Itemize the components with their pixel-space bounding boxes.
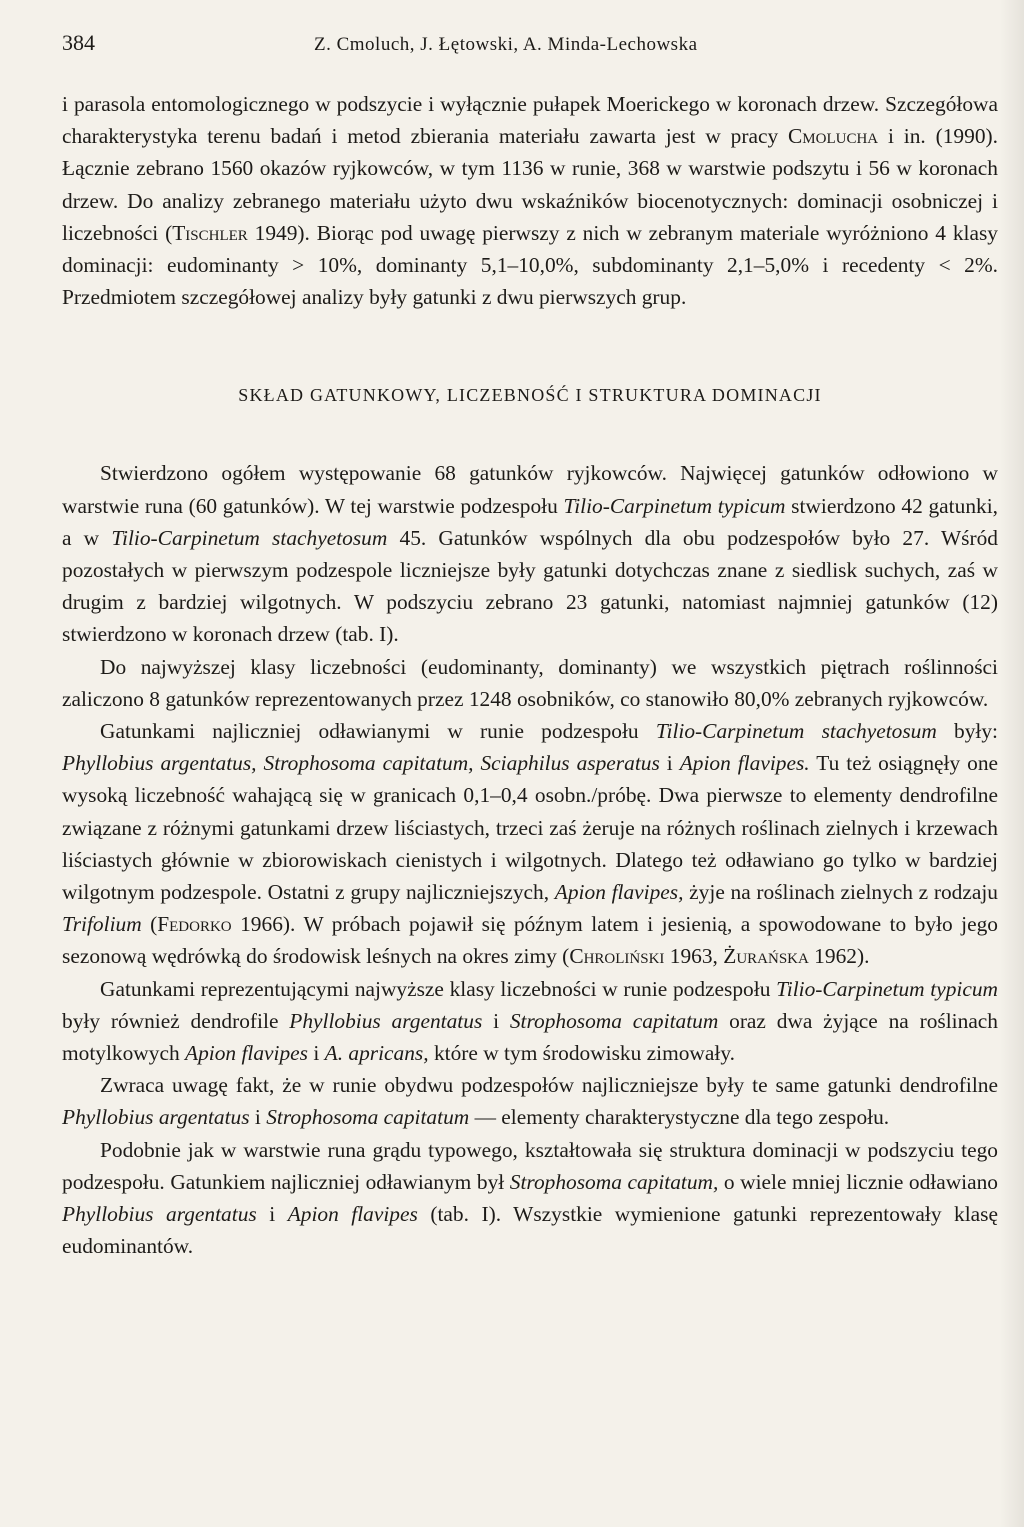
paragraph-abundance-classes: Do najwyższej klasy liczebności (eudominanty, dominanty) we wszystkich piętrach roślinności zaliczono 8 gatunków reprezentowanych przez 1248 osobników, co stanowiło 80,0% zebranych ryjkowców. [62, 654, 998, 711]
section-heading: SKŁAD GATUNKOWY, LICZEBNOŚĆ I STRUKTURA DOMINACJI [238, 385, 822, 406]
text-run: — elementy charakterystyczne dla tego zespołu. [469, 1105, 890, 1130]
author-citation: Żurańska [723, 944, 809, 969]
paragraph-stachyetosum-species [62, 715, 998, 973]
species-name: Apion flavipes. [679, 751, 810, 776]
taxon-name: Tilio-Carpinetum typicum [776, 976, 998, 1001]
author-citation: Tischler [172, 220, 248, 245]
page-edge-shadow [1000, 0, 1024, 1527]
text-run: (tab. I). Wszystkie wymienione gatunki reprezentowały klasę eudominantów. [62, 1202, 998, 1259]
text-run: stwierdzono 42 gatunki, a w [62, 493, 998, 550]
text-run: 1949). Biorąc pod uwagę pierwszy z nich w zebranym materiale wyróżniono 4 klasy dominacji: eudominanty > 10%, dominanty 5,1–10,0%, subdominanty 2,1–5,0% i recedenty < 2%. Przedmiotem szczegółowej analizy były gatunki z dwu pierwszych grup. [62, 220, 998, 310]
text-run: i parasola entomologicznego w podszycie i wyłącznie pułapek Moerickego w koronach drzew. Szczegółowa charakterystyka terenu badań i metod zbierania materiału zawarta jest w pracy [62, 92, 998, 149]
text-run: były: [936, 719, 998, 744]
species-name: Phyllobius argentatus [289, 1008, 483, 1033]
text-run: oraz dwa żyjące na roślinach motylkowych [62, 1008, 998, 1066]
text-run: Stwierdzono ogółem występowanie 68 gatunków ryjkowców. Najwięcej gatunków odłowiono w warstwie runa (60 gatunków). W tej warstwie podzespołu [62, 461, 998, 518]
page-header [62, 30, 994, 62]
running-head-authors: Z. Cmoluch, J. Łętowski, A. Minda-Lechowska [314, 34, 698, 55]
species-name: Phyllobius argentatus [62, 1202, 257, 1227]
species-name: Apion flavipes [185, 1041, 308, 1066]
text-run: 45. Gatunków wspólnych dla obu podzespołów było 27. Wśród pozostałych w pierwszym podzespole liczniejsze były gatunki dotychczas znane z siedlisk suchych, zaś w drugim z bardziej wilgotnych. W podszyciu zebrano 23 gatunki, natomiast najmniej gatunków (12) stwierdzono w koronach drzew (tab. I). [62, 525, 998, 647]
genus-name: Trifolium [62, 912, 142, 937]
text-run: żyje na roślinach zielnych z rodzaju [683, 880, 998, 905]
text-run: i [482, 1008, 510, 1033]
species-name: Phyllobius argentatus [62, 1105, 250, 1130]
author-citation: Cmolucha [788, 124, 879, 149]
text-run: 1963, [664, 944, 724, 969]
text-run: były również dendrofile [62, 1008, 290, 1033]
text-run: i in. (1990). Łącznie zebrano 1560 okazów ryjkowców, w tym 1136 w runie, 368 w warstwie podszytu i 56 w koronach drzew. Do analizy zebranego materiału użyto dwu wskaźników biocenotycznych: dominacji osobniczej i liczebności ( [62, 124, 998, 245]
text-run: o wiele mniej licznie odławiano [718, 1169, 998, 1194]
species-name: Strophosoma capitatum [509, 1008, 719, 1033]
taxon-name: Tilio-Carpinetum typicum [563, 493, 786, 518]
species-name: Apion flavipes, [554, 880, 684, 905]
text-run: ( [141, 912, 158, 937]
text-run: 1966). W próbach pojawił się późnym latem i jesienią, a spowodowane to było jego sezonową wędrówką do środowisk leśnych na okres zimy ( [62, 912, 998, 969]
species-name: Strophosoma capitatum, [509, 1169, 719, 1194]
text-run: które w tym środowisku zimowały. [428, 1041, 735, 1066]
page-number: 384 [62, 30, 95, 55]
paragraph-typicum-species [62, 973, 998, 1070]
paragraph-undergrowth-dominance [62, 1134, 998, 1263]
paragraph-methods-continued [62, 88, 998, 313]
author-citation: Chroliński [569, 944, 665, 969]
species-name: A. apricans, [324, 1041, 429, 1066]
text-run: Gatunkami reprezentującymi najwyższe klasy liczebności w runie podzespołu [100, 976, 777, 1001]
taxon-name: Tilio-Carpinetum stachyetosum [655, 719, 937, 744]
text-run: 1962). [808, 944, 870, 969]
text-run: Tu też osiągnęły one wysoką liczebność wahającą się w granicach 0,1–0,4 osobn./próbę. Dwa pierwsze to elementy dendrofilne związane z różnymi gatunkami drzew liściastych, trzeci zaś żeruje na różnych roślinach zielnych i krzewach liściastych głównie w zbiorowiskach cienistych i wilgotnych. Dlatego też odławiano go tylko w bardziej wilgotnym podzespole. Ostatni z grupy najliczniejszych, [62, 751, 999, 905]
text-run: Gatunkami najliczniej odławianymi w runie podzespołu [100, 719, 656, 744]
text-run: i [659, 751, 680, 776]
text-run: i [256, 1202, 288, 1227]
species-name: Strophosoma capitatum [266, 1105, 470, 1130]
text-run: i [307, 1041, 325, 1066]
text-run: Podobnie jak w warstwie runa grądu typowego, kształtowała się struktura dominacji w podszyciu tego podzespołu. Gatunkiem najliczniej odławianym był [62, 1137, 998, 1194]
author-citation: Fedorko [157, 912, 232, 937]
species-name: Phyllobius argentatus, Strophosoma capitatum, Sciaphilus asperatus [62, 751, 660, 776]
paragraph-species-composition [62, 457, 998, 650]
text-run: i [249, 1105, 267, 1130]
taxon-name: Tilio-Carpinetum stachyetosum [111, 525, 388, 550]
text-run: Zwraca uwagę fakt, że w runie obydwu podzespołów najliczniejsze były te same gatunki dendrofilne [100, 1073, 998, 1098]
species-name: Apion flavipes [287, 1202, 418, 1227]
article-body [62, 88, 998, 1263]
paragraph-shared-species [62, 1069, 998, 1133]
